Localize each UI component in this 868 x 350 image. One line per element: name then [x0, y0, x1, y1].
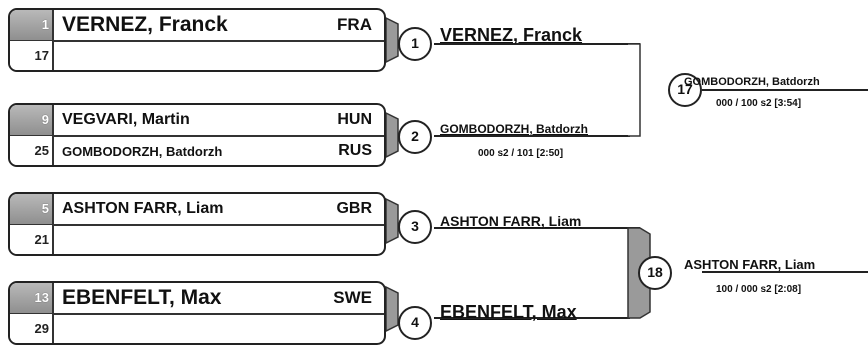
join-17	[628, 44, 640, 136]
pool-connector-2	[386, 113, 398, 157]
match-number-4: 4	[398, 306, 432, 340]
athlete-name: GOMBODORZH, Batdorzh	[62, 144, 223, 159]
match-18-winner: ASHTON FARR, Liam	[684, 257, 816, 272]
seed: 29	[10, 314, 54, 343]
seed: 1	[10, 10, 54, 40]
match-3-winner: ASHTON FARR, Liam	[440, 213, 582, 229]
pool-4-top-row	[10, 283, 384, 315]
match-1-winner: VERNEZ, Franck	[440, 25, 583, 45]
seed: 13	[10, 283, 54, 313]
seed: 25	[10, 136, 54, 165]
match-number-3: 3	[398, 210, 432, 244]
pool-1	[8, 8, 386, 72]
pool-4-bottom-row	[10, 314, 384, 343]
pool-1-top-row	[10, 10, 384, 42]
country-code: FRA	[337, 15, 372, 34]
seed: 21	[10, 225, 54, 254]
match-number-1: 1	[398, 27, 432, 61]
pool-connector-4	[386, 287, 398, 331]
match-18-score: 100 / 000 s2 [2:08]	[716, 284, 802, 295]
pool-1-bottom-row	[10, 41, 384, 70]
match-number-17: 17	[668, 73, 702, 107]
athlete-name: VEGVARI, Martin	[62, 111, 190, 128]
athlete-name: EBENFELT, Max	[62, 286, 222, 309]
pool-2-bottom-row	[10, 136, 384, 165]
match-4-winner: EBENFELT, Max	[440, 302, 577, 322]
match-number-18: 18	[638, 256, 672, 290]
country-code: RUS	[338, 142, 372, 159]
match-17-winner: GOMBODORZH, Batdorzh	[684, 76, 820, 88]
match-17-score: 000 / 100 s2 [3:54]	[716, 98, 802, 109]
athlete-name: ASHTON FARR, Liam	[62, 200, 224, 217]
seed: 5	[10, 194, 54, 224]
pool-connector-1	[386, 18, 398, 62]
pool-3-top-row	[10, 194, 384, 226]
seed: 17	[10, 41, 54, 70]
pool-2-top-row	[10, 105, 384, 137]
pool-3-bottom-row	[10, 225, 384, 254]
pool-connector-3	[386, 199, 398, 243]
pool-2	[8, 103, 386, 167]
country-code: SWE	[333, 288, 372, 307]
country-code: HUN	[337, 111, 372, 128]
pool-4	[8, 281, 386, 345]
match-2-score: 000 s2 / 101 [2:50]	[478, 148, 564, 159]
seed: 9	[10, 105, 54, 135]
athlete-name: VERNEZ, Franck	[62, 13, 228, 36]
match-2-winner: GOMBODORZH, Batdorzh	[440, 122, 588, 136]
pool-3	[8, 192, 386, 256]
country-code: GBR	[336, 200, 372, 217]
match-number-2: 2	[398, 120, 432, 154]
